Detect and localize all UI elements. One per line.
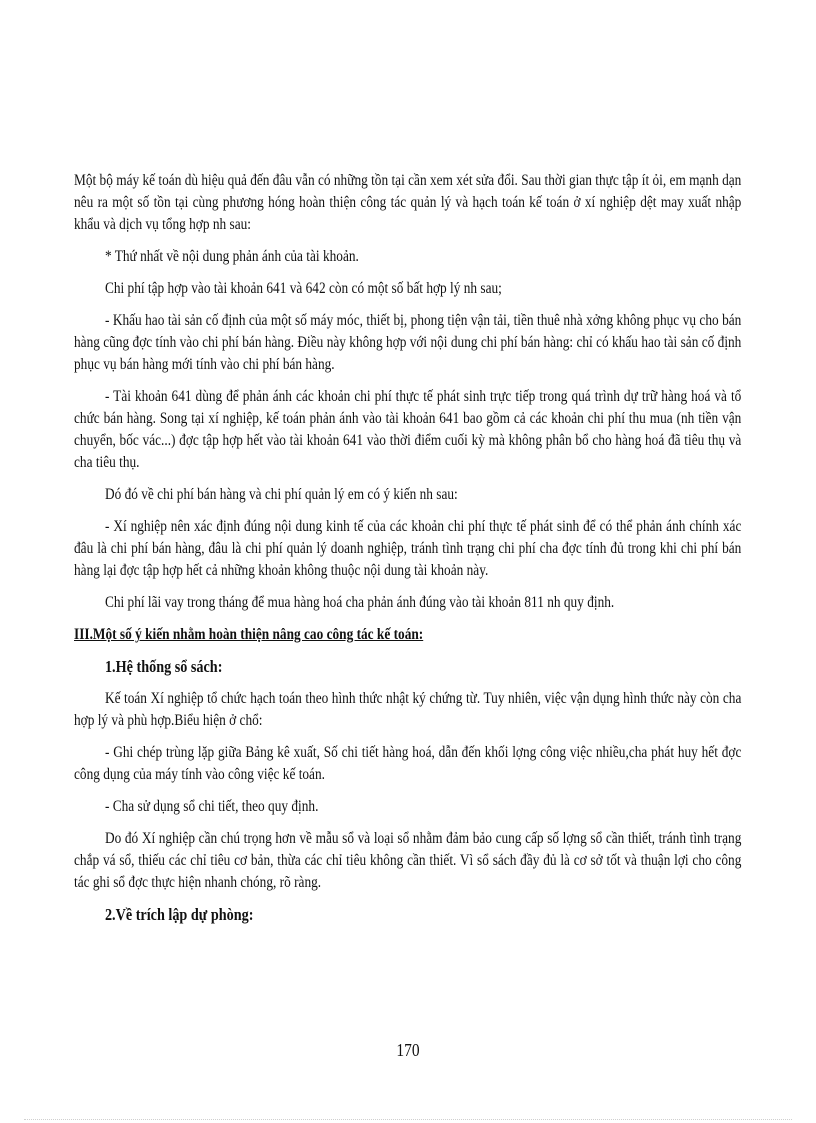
paragraph-first-point: * Thứ nhất về nội dung phản ánh của tài khoản. (104, 248, 359, 265)
paragraph-cost-accounts: Chi phí tập hợp vào tài khoản 641 và 642 còn có một số bất hợp lý nh sau; (104, 280, 502, 297)
paragraph-depreciation: - Khấu hao tài sản cố định của một số máy móc, thiết bị, phong tiện vận tải, tiền thuê nhà xởng không phục vụ cho bán hàng cũng đợc tính vào chi phí bán hàng. Điều này không hợp với nội dung chi phí bán hàng: chỉ có khấu hao tài sản cố định phục vụ bán hàng mới tính vào chi phí bán hàng. (74, 312, 742, 373)
section-heading: III.Một số ý kiến nhằm hoàn thiện nâng cao công tác kế toán: (74, 626, 424, 643)
subsection-heading-books: 1.Hệ thống sổ sách: (104, 657, 223, 676)
paragraph-intro: Một bộ máy kế toán dù hiệu quả đến đâu vẫn có những tồn tại cần xem xét sửa đổi. Sau thời gian thực tập ít ỏi, em mạnh dạn nêu ra một số tồn tại cùng phương hóng hoàn thiện công tác quản lý và hạch toán kế toán ở xí nghiệp dệt may xuất nhập khẩu và dịch vụ tổng hợp nh sau: (74, 172, 742, 233)
paragraph-duplicate-records: - Ghi chép trùng lặp giữa Bảng kê xuất, Số chi tiết hàng hoá, dẫn đến khối lợng công việc nhiều,cha phát huy hết đợc công dụng của máy tính vào công việc kế toán. (74, 744, 742, 783)
paragraph-journal-form: Kế toán Xí nghiệp tổ chức hạch toán theo hình thức nhật ký chứng từ. Tuy nhiên, việc vận dụng hình thức này còn cha hợp lý và phù hợp.Biểu hiện ở chổ: (74, 690, 742, 729)
subsection-heading-provisions: 2.Về trích lập dự phòng: (104, 905, 254, 924)
paragraph-interest-cost: Chi phí lãi vay trong tháng để mua hàng hoá cha phản ánh đúng vào tài khoản 811 nh quy định. (104, 594, 615, 611)
paragraph-opinion: Dó đó về chi phí bán hàng và chi phí quản lý em có ý kiến nh sau: (104, 486, 458, 503)
page-bottom-divider (24, 1119, 792, 1120)
document-body (74, 170, 742, 936)
paragraph-book-templates: Do đó Xí nghiệp cần chú trọng hơn về mẫu sổ và loại sổ nhằm đảm bảo cung cấp số lợng sổ cần thiết, tránh tình trạng chắp vá sổ, thiếu các chỉ tiêu cơ bản, thừa các chỉ tiêu không cần thiết. Vì sổ sách đầy đủ là cơ sở tốt và thuận lợi cho công tác ghi sổ đợc thực hiện nhanh chóng, rõ ràng. (74, 830, 742, 891)
paragraph-account-641: - Tài khoản 641 dùng để phản ánh các khoản chi phí thực tế phát sinh trực tiếp trong quá trình dự trữ hàng hoá và tổ chức bán hàng. Song tại xí nghiệp, kế toán phản ánh vào tài khoản 641 bao gồm cả các khoản chi phí thu mua (nh tiền vận chuyển, bốc vác...) đợc tập hợp hết vào tài khoản 641 vào thời điểm cuối kỳ mà không phân bổ cho hàng hoá đã tiêu thụ và cha tiêu thụ. (74, 388, 742, 471)
paragraph-recommendation: - Xí nghiệp nên xác định đúng nội dung kinh tế của các khoản chi phí thực tế phát sinh để có thể phản ánh chính xác đâu là chi phí bán hàng, đâu là chi phí quản lý doanh nghiệp, tránh tình trạng chi phí cha đợc tính đủ trong khi chi phí bán hàng lại đợc tập hợp hết cả những khoản không thuộc nội dung tài khoản này. (74, 518, 742, 579)
page-number: 170 (396, 1040, 420, 1060)
paragraph-detail-books: - Cha sử dụng sổ chi tiết, theo quy định. (104, 798, 319, 815)
